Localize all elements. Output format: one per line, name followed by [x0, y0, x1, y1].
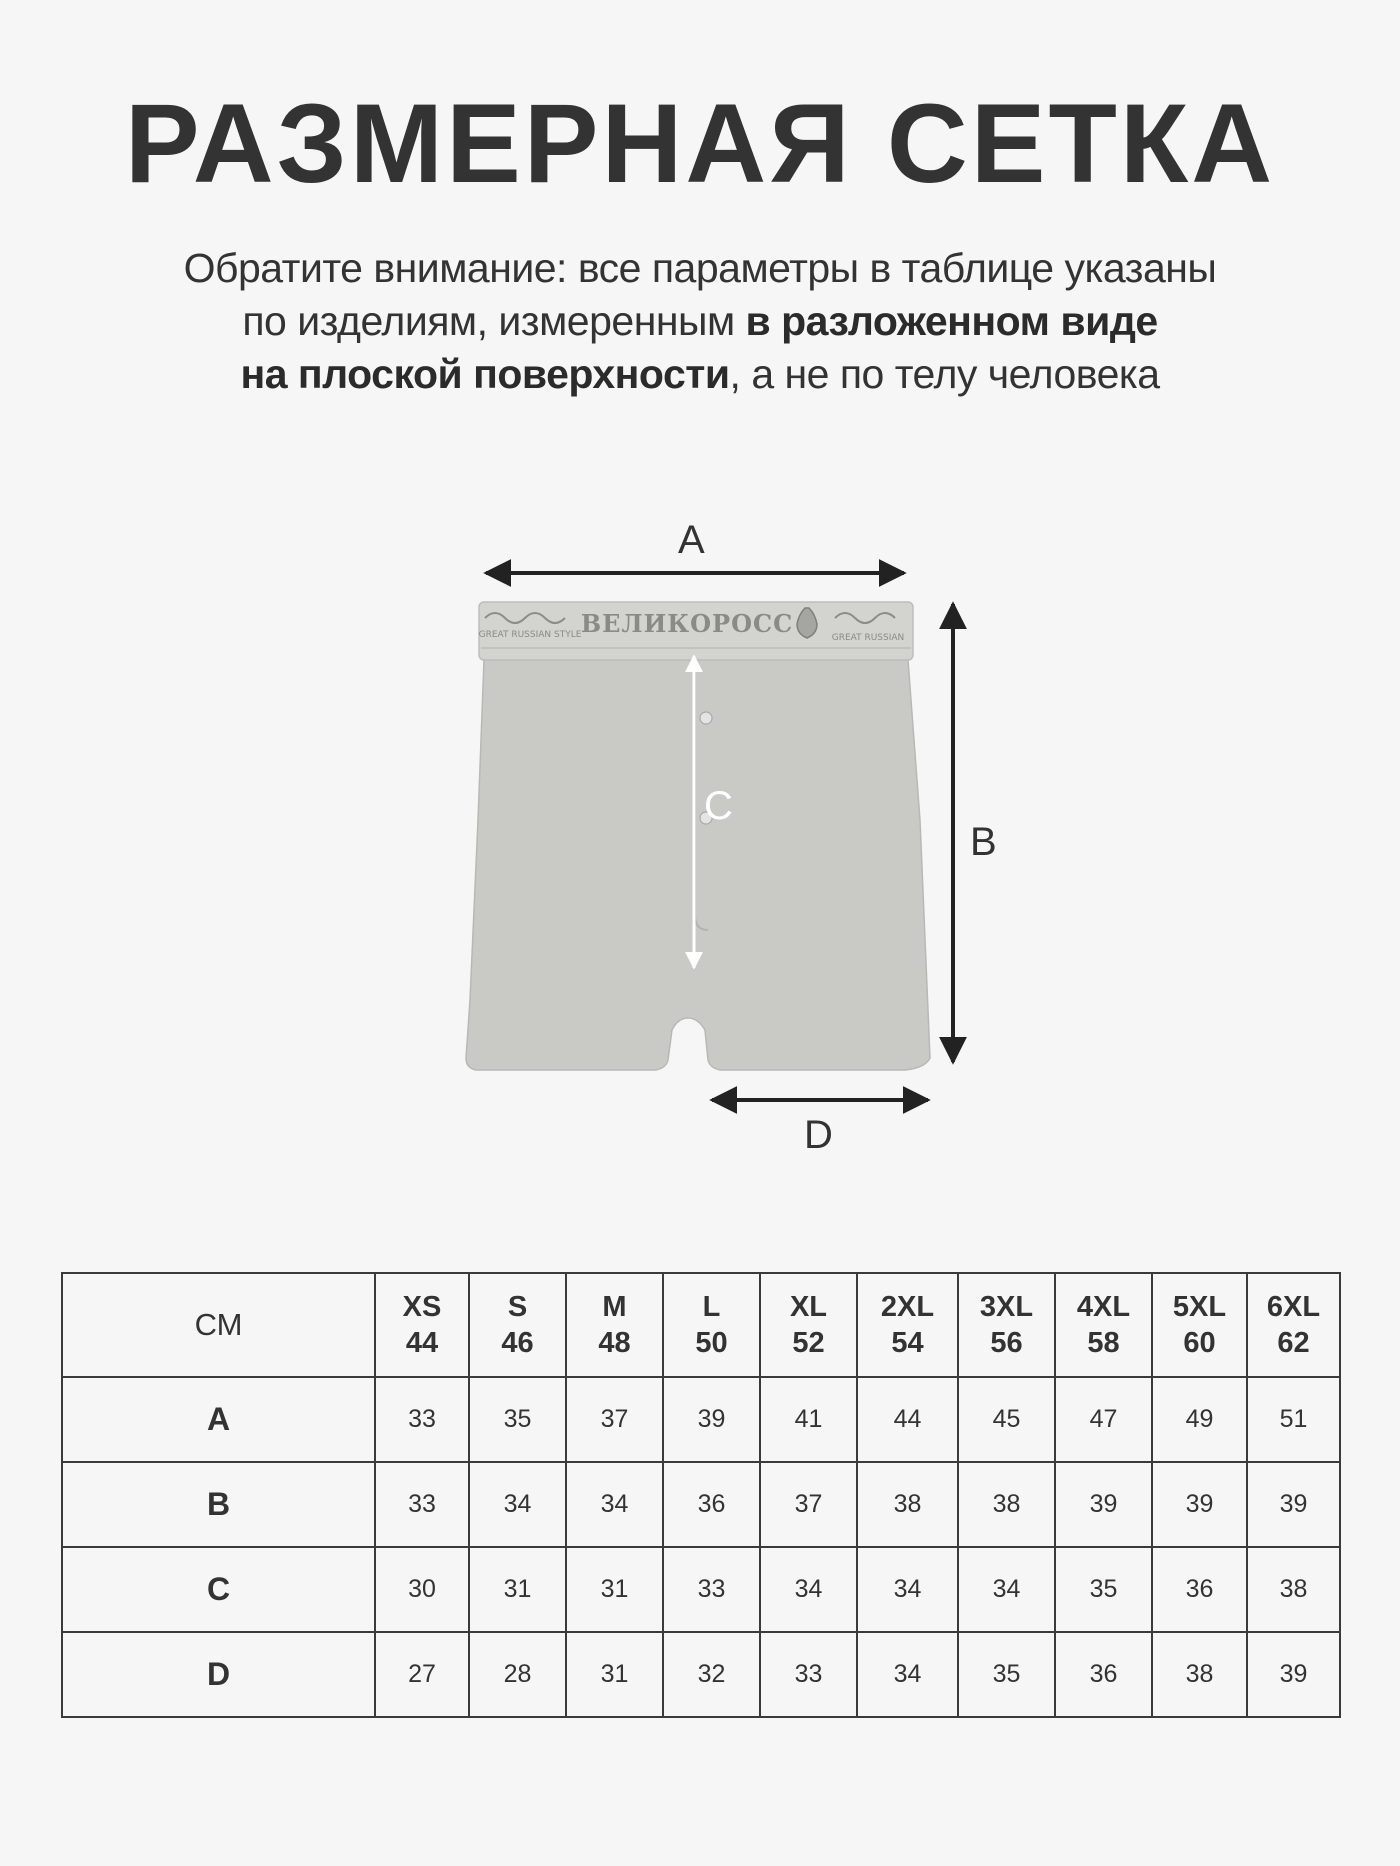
table-cell: 37: [760, 1462, 857, 1547]
label-c: C: [704, 784, 733, 828]
size-header: [857, 1273, 958, 1377]
boxer-shorts-illustration: [0, 500, 1400, 1180]
table-cell: 37: [566, 1377, 663, 1462]
table-cell: 32: [663, 1632, 760, 1717]
label-b: B: [970, 820, 997, 864]
size-name: S: [507, 1291, 528, 1323]
row-label: C: [62, 1547, 375, 1632]
note-bold-2: на плоской поверхности: [240, 351, 730, 397]
fly-button-1: [700, 712, 712, 724]
size-name: 4XL: [1076, 1291, 1131, 1323]
table-cell: 36: [1152, 1547, 1247, 1632]
size-header: [958, 1273, 1055, 1377]
table-cell: 36: [663, 1462, 760, 1547]
size-header: [1247, 1273, 1340, 1377]
size-name: XS: [402, 1291, 442, 1323]
size-number: 56: [990, 1327, 1023, 1359]
table-header-row: [62, 1273, 1340, 1377]
table-cell: 49: [1152, 1377, 1247, 1462]
table-cell: 33: [760, 1632, 857, 1717]
table-cell: 34: [958, 1547, 1055, 1632]
table-cell: 31: [566, 1632, 663, 1717]
label-a: A: [678, 518, 705, 562]
size-name: 3XL: [979, 1291, 1034, 1323]
size-header: [1055, 1273, 1152, 1377]
note-line-2-start: по изделиям, измеренным: [242, 298, 746, 344]
page-title: РАЗМЕРНАЯ СЕТКА: [124, 81, 1276, 206]
size-table: [61, 1272, 1341, 1718]
size-header: [566, 1273, 663, 1377]
table-row: [62, 1632, 1340, 1717]
size-name: L: [702, 1291, 721, 1323]
size-header: [760, 1273, 857, 1377]
table-cell: 35: [469, 1377, 566, 1462]
table-cell: 34: [566, 1462, 663, 1547]
size-number: 54: [891, 1327, 924, 1359]
table-cell: 34: [857, 1547, 958, 1632]
note-bold-1: в разложенном виде: [745, 298, 1158, 344]
size-header: [1152, 1273, 1247, 1377]
table-cell: 31: [469, 1547, 566, 1632]
table-row: [62, 1547, 1340, 1632]
table-cell: 39: [1055, 1462, 1152, 1547]
table-cell: 38: [1152, 1632, 1247, 1717]
table-cell: 38: [1247, 1547, 1340, 1632]
note-line-3-end: , а не по телу человека: [729, 351, 1160, 397]
table-cell: 39: [1247, 1462, 1340, 1547]
table-cell: 34: [857, 1632, 958, 1717]
table-cell: 39: [1152, 1462, 1247, 1547]
waistband-tagline-right: GREAT RUSSIAN: [831, 633, 905, 643]
size-number: 44: [405, 1327, 439, 1359]
table-cell: 31: [566, 1547, 663, 1632]
table-cell: 38: [958, 1462, 1055, 1547]
table-cell: 47: [1055, 1377, 1152, 1462]
table-cell: 28: [469, 1632, 566, 1717]
note-line-1: Обратите внимание: все параметры в таблице указаны: [183, 245, 1217, 291]
table-cell: 27: [375, 1632, 469, 1717]
size-name: 2XL: [880, 1291, 935, 1323]
waistband-brand: ВЕЛИКОРОСС: [580, 609, 794, 638]
table-cell: 30: [375, 1547, 469, 1632]
size-header: [663, 1273, 760, 1377]
row-label: D: [62, 1632, 375, 1717]
waistband-tagline-left: GREAT RUSSIAN STYLE: [478, 630, 582, 640]
table-cell: 44: [857, 1377, 958, 1462]
table-cell: 36: [1055, 1632, 1152, 1717]
table-cell: 35: [1055, 1547, 1152, 1632]
table-cell: 45: [958, 1377, 1055, 1462]
size-number: 60: [1183, 1327, 1216, 1359]
table-row: [62, 1462, 1340, 1547]
measurement-note: [0, 242, 1400, 401]
row-label: A: [62, 1377, 375, 1462]
size-number: 52: [792, 1327, 825, 1359]
size-name: 5XL: [1172, 1291, 1227, 1323]
size-number: 46: [501, 1327, 534, 1359]
table-cell: 51: [1247, 1377, 1340, 1462]
size-number: 50: [695, 1327, 728, 1359]
table-cell: 35: [958, 1632, 1055, 1717]
unit-header: СМ: [62, 1273, 375, 1377]
table-cell: 34: [469, 1462, 566, 1547]
table-row: [62, 1377, 1340, 1462]
size-number: 62: [1277, 1327, 1310, 1359]
row-label: B: [62, 1462, 375, 1547]
shorts-body: [466, 660, 930, 1070]
table-cell: 33: [375, 1377, 469, 1462]
size-name: XL: [789, 1291, 828, 1323]
label-d: D: [804, 1113, 833, 1157]
size-number: 48: [598, 1327, 631, 1359]
table-cell: 33: [663, 1547, 760, 1632]
measurement-diagram: [0, 500, 1400, 1180]
table-cell: 39: [1247, 1632, 1340, 1717]
size-header: [375, 1273, 469, 1377]
size-number: 58: [1087, 1327, 1120, 1359]
table-cell: 33: [375, 1462, 469, 1547]
size-header: [469, 1273, 566, 1377]
size-name: 6XL: [1266, 1291, 1321, 1323]
size-name: M: [602, 1291, 627, 1323]
table-cell: 34: [760, 1547, 857, 1632]
table-cell: 39: [663, 1377, 760, 1462]
table-cell: 38: [857, 1462, 958, 1547]
table-cell: 41: [760, 1377, 857, 1462]
